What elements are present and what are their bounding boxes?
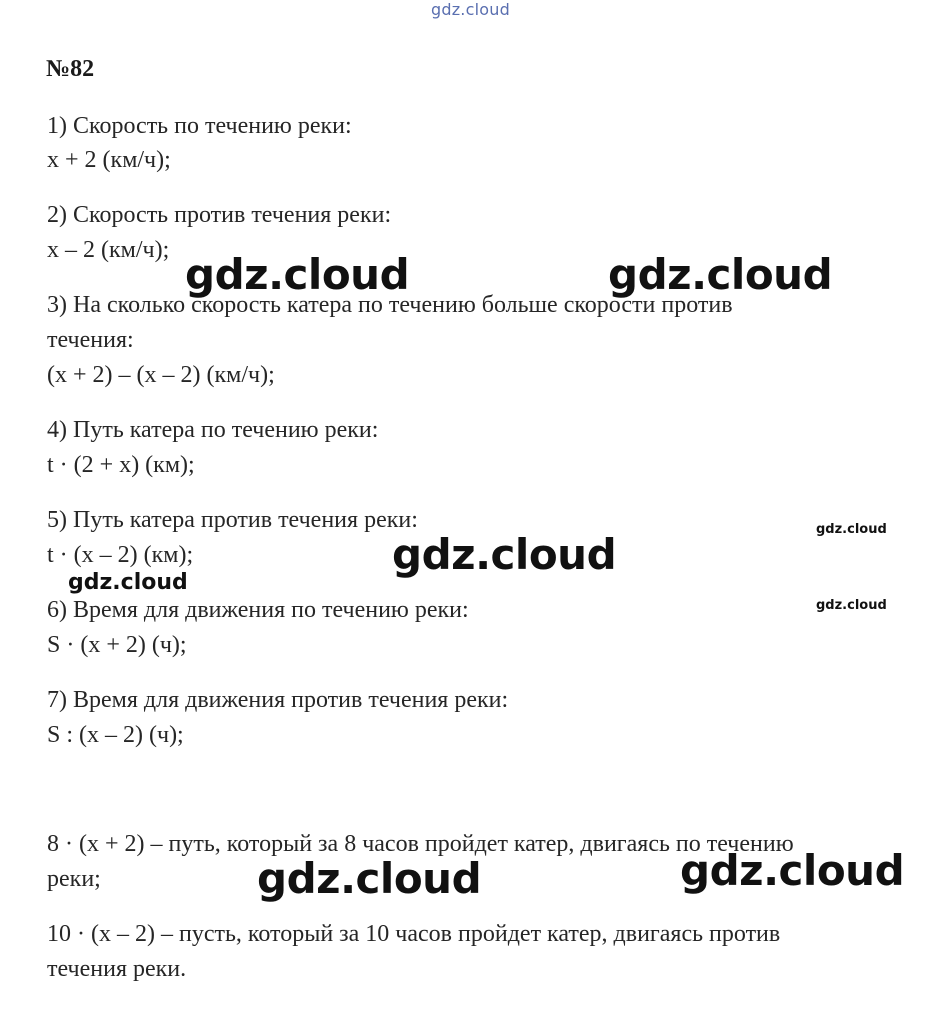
watermark: gdz.cloud <box>816 522 887 537</box>
text-line: 10 · (x – 2) – пусть, который за 10 часов пройдет катер, двигаясь против <box>47 921 781 947</box>
text-line: (x + 2) – (x – 2) (км/ч); <box>47 362 275 388</box>
text-line: течения реки. <box>47 956 187 982</box>
watermark-top: gdz.cloud <box>431 0 510 19</box>
text-line: x + 2 (км/ч); <box>47 147 171 173</box>
text-line: 3) На сколько скорость катера по течению больше скорости против <box>47 292 733 318</box>
text-line: t · (x – 2) (км); <box>47 542 194 568</box>
watermark: gdz.cloud <box>392 530 617 579</box>
watermark: gdz.cloud <box>185 250 410 299</box>
text-line: 1) Скорость по течению реки: <box>47 113 352 139</box>
problem-number: №82 <box>46 56 95 82</box>
watermark: gdz.cloud <box>608 250 833 299</box>
text-line: 7) Время для движения против течения реки: <box>47 687 509 713</box>
text-line: S : (x – 2) (ч); <box>47 722 184 748</box>
text-line: t · (2 + x) (км); <box>47 452 195 478</box>
watermark: gdz.cloud <box>816 598 887 613</box>
text-line: реки; <box>47 866 101 892</box>
text-line: 8 · (x + 2) – путь, который за 8 часов пройдет катер, двигаясь по течению <box>47 831 794 857</box>
text-line: x – 2 (км/ч); <box>47 237 170 263</box>
watermark: gdz.cloud <box>680 846 905 895</box>
text-line: 6) Время для движения по течению реки: <box>47 597 469 623</box>
text-line: 4) Путь катера по течению реки: <box>47 417 379 443</box>
watermark: gdz.cloud <box>257 854 482 903</box>
text-line: 5) Путь катера против течения реки: <box>47 507 418 533</box>
text-line: 2) Скорость против течения реки: <box>47 202 392 228</box>
watermark: gdz.cloud <box>68 570 188 595</box>
text-line: течения: <box>47 327 134 353</box>
text-line: S · (x + 2) (ч); <box>47 632 187 658</box>
